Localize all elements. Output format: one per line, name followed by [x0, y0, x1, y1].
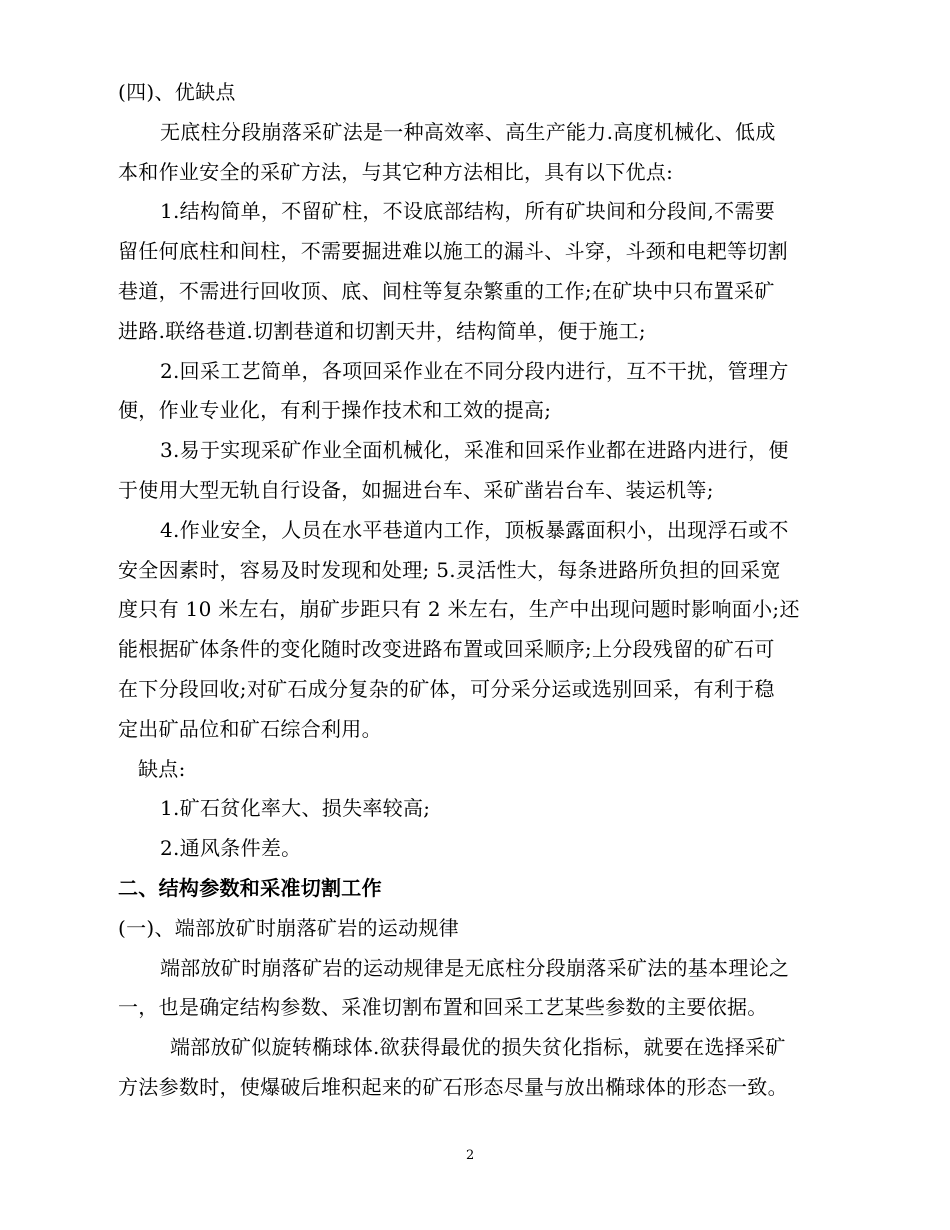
- paragraph-line: 安全因素时，容易及时发现和处理; 5.灵活性大，每条进路所负担的回采宽: [118, 557, 781, 582]
- list-item-line: 2.通风条件差。: [160, 836, 302, 861]
- page-number: 2: [466, 1148, 475, 1163]
- paragraph-line: 一，也是确定结构参数、采准切割布置和回采工艺某些参数的主要依据。: [118, 995, 768, 1020]
- paragraph-line: 方法参数时，使爆破后堆积起来的矿石形态尽量与放出椭球体的形态一致。: [118, 1075, 788, 1099]
- paragraph-line: 巷道，不需进行回收顶、底、间柱等复杂繁重的工作;在矿块中只布置采矿: [118, 279, 775, 303]
- list-item-line: 2.回采工艺简单，各项回采作业在不同分段内进行，互不干扰，管理方: [160, 358, 789, 383]
- paragraph-line: 度只有 10 米左右，崩矿步距只有 2 米左右，生产中出现问题时影响面小;还: [118, 597, 800, 622]
- list-item-line: 1.矿石贫化率大、损失率较高;: [160, 796, 431, 821]
- subsection-heading-pros-cons: (四)、优缺点: [118, 80, 236, 104]
- paragraph-line: 端部放矿似旋转椭球体.欲获得最优的损失贫化指标，就要在选择采矿: [170, 1035, 786, 1060]
- paragraph-line: 于使用大型无轨自行设备，如掘进台车、采矿凿岩台车、装运机等;: [118, 478, 714, 502]
- list-item-line: 3.易于实现采矿作业全面机械化，采准和回采作业都在进路内进行，便: [160, 438, 789, 463]
- cons-heading: 缺点:: [138, 756, 186, 781]
- section-heading: 二、结构参数和采准切割工作: [118, 876, 382, 900]
- list-item-line: 1.结构简单，不留矿柱，不设底部结构，所有矿块间和分段间,不需要: [160, 199, 776, 224]
- paragraph-line: 定出矿品位和矿石综合利用。: [118, 716, 382, 741]
- paragraph-line: 本和作业安全的采矿方法，与其它种方法相比，具有以下优点:: [118, 159, 674, 184]
- paragraph-line: 无底柱分段崩落采矿法是一种高效率、高生产能力.高度机械化、低成: [160, 119, 776, 144]
- list-item-line: 4.作业安全，人员在水平巷道内工作，顶板暴露面积小，出现浮石或不: [160, 517, 789, 542]
- paragraph-line: 进路.联络巷道.切割巷道和切割天井，结构简单，便于施工;: [118, 318, 646, 343]
- paragraph-line: 留任何底柱和间柱，不需要掘进难以施工的漏斗、斗穿，斗颈和电耙等切割: [118, 239, 788, 264]
- paragraph-line: 能根据矿体条件的变化随时改变进路布置或回采顺序;上分段残留的矿石可: [118, 637, 775, 662]
- subsection-heading: (一)、端部放矿时崩落矿岩的运动规律: [118, 915, 460, 940]
- paragraph-line: 在下分段回收;对矿石成分复杂的矿体，可分采分运或选别回采，有利于稳: [118, 677, 775, 701]
- paragraph-line: 端部放矿时崩落矿岩的运动规律是无底柱分段崩落采矿法的基本理论之: [160, 955, 790, 980]
- paragraph-line: 便，作业专业化，有利于操作技术和工效的提高;: [118, 398, 552, 423]
